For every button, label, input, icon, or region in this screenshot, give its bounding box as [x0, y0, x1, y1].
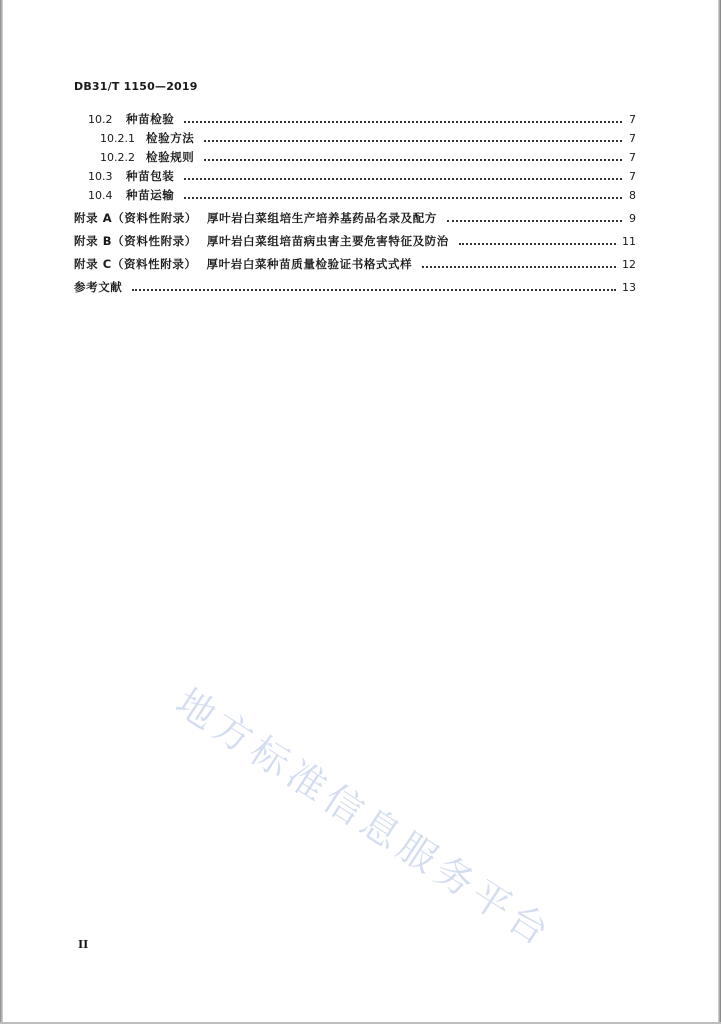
toc-entry-title: 厚叶岩白菜种苗质量检验证书格式式样 — [206, 257, 413, 271]
toc-entry-number: 10.2 — [88, 112, 113, 126]
toc-entry-title: 厚叶岩白菜组培苗病虫害主要危害特征及防治 — [206, 234, 449, 248]
toc-entry-page: 8 — [629, 188, 636, 202]
toc-entry-page: 12 — [622, 257, 636, 271]
toc-entry[interactable] — [88, 110, 636, 128]
toc-entry-number: 10.4 — [88, 188, 113, 202]
toc-leader-dots — [184, 178, 622, 180]
toc-entry-number: 附录 C（资料性附录） — [74, 257, 197, 271]
toc-entry-number: 10.2.1 — [100, 131, 135, 145]
document-code: DB31/T 1150—2019 — [74, 80, 198, 93]
toc-entry-title: 厚叶岩白菜组培生产培养基药品名录及配方 — [207, 211, 437, 225]
toc-entry[interactable] — [100, 129, 636, 147]
toc-leader-dots — [132, 289, 616, 291]
toc-entry-page: 7 — [629, 112, 636, 126]
toc-entry[interactable] — [74, 209, 636, 227]
toc-entry-page: 7 — [629, 150, 636, 164]
toc-entry-page: 9 — [629, 211, 636, 225]
toc-entry-page: 13 — [622, 280, 636, 294]
toc-entry[interactable] — [74, 232, 636, 250]
toc-entry-title: 种苗包装 — [126, 169, 175, 183]
toc-entry-title: 种苗运输 — [126, 188, 175, 202]
toc-leader-dots — [459, 243, 616, 245]
toc-entry[interactable] — [88, 186, 636, 204]
toc-entry[interactable] — [100, 148, 636, 166]
toc-entry-title: 参考文献 — [74, 280, 123, 294]
toc-entry[interactable] — [74, 278, 636, 296]
toc-entry-page: 11 — [622, 234, 636, 248]
toc-leader-dots — [184, 197, 622, 199]
toc-leader-dots — [204, 159, 622, 161]
toc-leader-dots — [422, 266, 616, 268]
toc-leader-dots — [204, 140, 622, 142]
watermark: 地方标准信息服务平台 — [168, 679, 562, 957]
toc-entry-title: 检验方法 — [146, 131, 195, 145]
toc-entry-page: 7 — [629, 131, 636, 145]
toc-entry-number: 10.3 — [88, 169, 113, 183]
toc-entry-title: 检验规则 — [146, 150, 195, 164]
toc-entry-number: 附录 B（资料性附录） — [74, 234, 197, 248]
page-number: II — [78, 938, 89, 951]
toc-leader-dots — [184, 121, 622, 123]
toc-entry[interactable] — [74, 255, 636, 273]
toc-leader-dots — [447, 220, 622, 222]
toc-entry-title: 种苗检验 — [126, 112, 175, 126]
toc-entry[interactable] — [88, 167, 636, 185]
toc-entry-number: 附录 A（资料性附录） — [74, 211, 198, 225]
toc-entry-page: 7 — [629, 169, 636, 183]
page-edge-left — [0, 0, 3, 1024]
toc-entry-number: 10.2.2 — [100, 150, 135, 164]
